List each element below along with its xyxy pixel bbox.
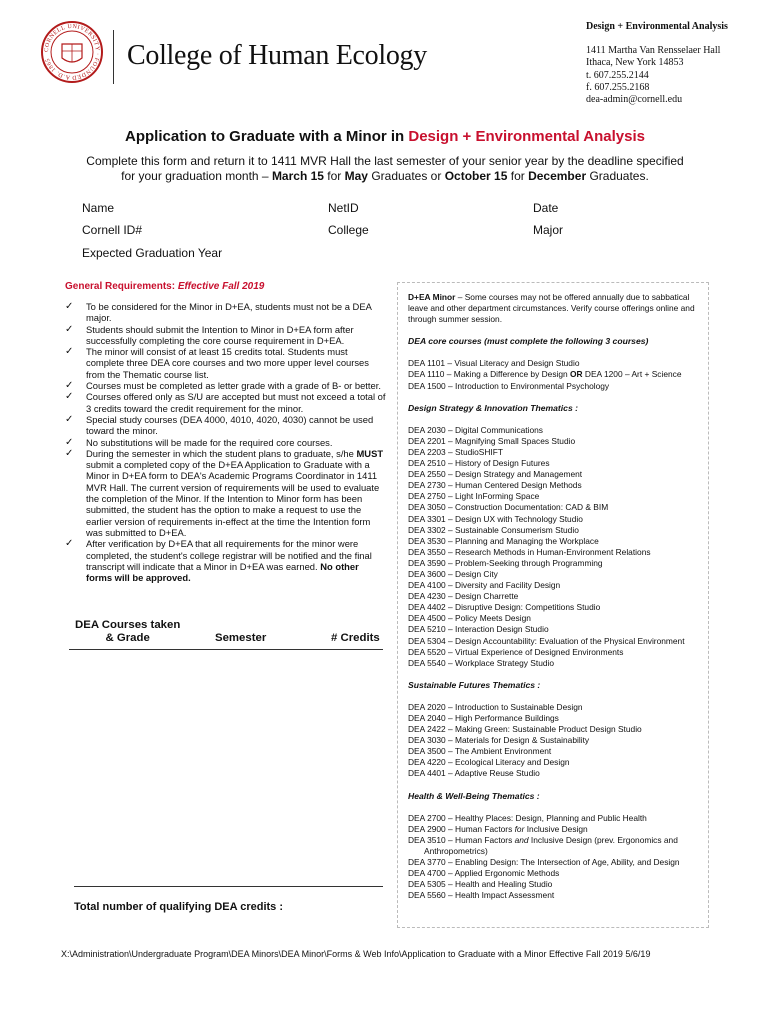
course-item: DEA 3500 – The Ambient Environment xyxy=(408,746,552,757)
health-list xyxy=(408,857,704,901)
minor-note: D+EA Minor – Some courses may not be offered annually due to sabbatical leave and other department circumstances. Verify course offerings online and through summer session. xyxy=(408,292,695,325)
courses-column-header: DEA Courses taken & Grade xyxy=(75,619,181,644)
address-line-2: Ithaca, New York 14853 xyxy=(586,57,684,69)
requirement-item: ✓ The minor will consist of at least 15 credits total. Students must complete three DEA core courses and two more upper level courses from the Thematic course list. xyxy=(65,346,369,380)
requirement-item: ✓ During the semester in which the student plans to graduate, s/he MUST submit a completed copy of the D+EA Application to Graduate with a Minor in D+EA form to DEA's Academic Programs Coordinator in 1411 MVR Hall. The current version of requirements will be used to evaluate the completion of the Minor. If the Intention to Minor form has been submitted, the student has the option to make a request to use the earlier version of requirements in-effect at the time the Intention form was submitted to D+EA. xyxy=(65,447,384,538)
total-rule xyxy=(74,886,383,887)
course-item: DEA 2510 – History of Design Futures xyxy=(408,458,550,469)
header-divider xyxy=(113,30,114,84)
address-line-1: 1411 Martha Van Rensselaer Hall xyxy=(586,45,721,57)
course-item: DEA 2020 – Introduction to Sustainable Design xyxy=(408,701,583,712)
course-item: DEA 2730 – Human Centered Design Methods xyxy=(408,480,582,491)
course-item: DEA 2030 – Digital Communications xyxy=(408,424,543,435)
course-item: DEA 4401 – Adaptive Reuse Studio xyxy=(408,768,540,779)
checkmark-icon: ✓ xyxy=(65,436,74,448)
major-field-label[interactable]: Major xyxy=(533,223,564,237)
course-item: DEA 5304 – Design Accountability: Evaluation of the Physical Environment xyxy=(408,635,685,646)
course-item: DEA 4700 – Applied Ergonomic Methods xyxy=(408,868,560,879)
page-title: Application to Graduate with a Minor in Design + Environmental Analysis xyxy=(125,128,645,145)
college-name: College of Human Ecology xyxy=(127,40,427,71)
requirement-item: ✓ Courses must be completed as letter grade with a grade of B- or better. xyxy=(65,380,381,392)
checkmark-icon: ✓ xyxy=(65,323,74,335)
checkmark-icon: ✓ xyxy=(65,413,74,425)
graduation-year-field-label[interactable]: Expected Graduation Year xyxy=(82,246,223,260)
cornell-seal-logo xyxy=(40,20,104,84)
course-item: DEA 5210 – Interaction Design Studio xyxy=(408,624,549,635)
sustainable-list xyxy=(408,702,704,780)
health-heading: Health & Well-Being Thematics : xyxy=(408,790,540,801)
department-name: Design + Environmental Analysis xyxy=(586,21,728,32)
course-item: DEA 2040 – High Performance Buildings xyxy=(408,713,559,723)
course-item: DEA 4402 – Disruptive Design: Competitions Studio xyxy=(408,602,601,613)
course-item: DEA 2203 – StudioSHIFT xyxy=(408,446,503,457)
requirement-item: ✓ After verification by D+EA that all requirements for the minor were completed, the student's college registrar will be notified and the final transcript will indicate that a Minor in D+EA was earned. No other forms will be approved. xyxy=(65,538,372,584)
course-item: DEA 1101 – Visual Literacy and Design Studio xyxy=(408,358,580,369)
course-item: DEA 3030 – Materials for Design & Sustainability xyxy=(408,735,590,746)
course-item: DEA 3550 – Research Methods in Human-Environment Relations xyxy=(408,546,651,557)
course-item: DEA 4500 – Policy Meets Design xyxy=(408,613,531,624)
course-list xyxy=(408,292,704,901)
course-item: DEA 3590 – Problem-Seeking through Programming xyxy=(408,557,603,568)
course-item: DEA 3302 – Sustainable Consumerism Studio xyxy=(408,524,579,535)
checkmark-icon: ✓ xyxy=(65,346,74,358)
checkmark-icon: ✓ xyxy=(65,391,74,403)
course-item: DEA 5540 – Workplace Strategy Studio xyxy=(408,657,555,668)
cornell-id-field-label[interactable]: Cornell ID# xyxy=(82,223,143,237)
requirement-item: ✓ Students should submit the Intention to Minor in D+EA form after successfully completing the core course requirement in D+EA. xyxy=(65,323,354,346)
course-item: DEA 5520 – Virtual Experience of Designed Environments xyxy=(408,646,624,657)
course-item: DEA 5305 – Health and Healing Studio xyxy=(408,879,553,890)
requirement-item: ✓ To be considered for the Minor in D+EA, students must not be a DEA major. xyxy=(65,301,372,324)
requirements-list xyxy=(65,301,387,583)
course-item: DEA 2900 – Human Factors for Inclusive Design xyxy=(408,823,588,834)
table-header-rule xyxy=(69,649,383,650)
course-item: DEA 2550 – Design Strategy and Management xyxy=(408,469,583,480)
strategy-list xyxy=(408,425,704,669)
college-field-label[interactable]: College xyxy=(328,223,369,237)
course-item: DEA 2422 – Making Green: Sustainable Product Design Studio xyxy=(408,724,642,735)
checkmark-icon: ✓ xyxy=(65,447,74,459)
date-field-label[interactable]: Date xyxy=(533,201,559,215)
course-item: DEA 3770 – Enabling Design: The Intersection of Age, Ability, and Design xyxy=(408,857,680,868)
name-field-label[interactable]: Name xyxy=(82,201,115,215)
requirement-item: ✓ No substitutions will be made for the required core courses. xyxy=(65,436,333,448)
course-item-continuation: Anthropometrics) xyxy=(424,845,488,856)
course-item: DEA 3600 – Design City xyxy=(408,568,498,579)
course-item: DEA 2700 – Healthy Places: Design, Planning and Public Health xyxy=(408,812,647,823)
total-credits-label[interactable]: Total number of qualifying DEA credits : xyxy=(74,901,284,913)
title-highlight: Design + Environmental Analysis xyxy=(408,128,645,145)
course-item: DEA 2750 – Light InForming Space xyxy=(408,491,540,502)
strategy-heading: Design Strategy & Innovation Thematics : xyxy=(408,402,578,413)
fax-number: f. 607.255.2168 xyxy=(586,81,650,93)
sustainable-heading: Sustainable Futures Thematics : xyxy=(408,679,541,690)
course-item: DEA 1500 – Introduction to Environmental Psychology xyxy=(408,380,610,391)
instructions: Complete this form and return it to 1411 MVR Hall the last semester of your senior year by the deadline specified for your graduation month – March 15 for May Graduates or October 15 for December Graduates. xyxy=(86,154,684,183)
requirement-item: ✓ Courses offered only as S/U are accepted but must not exceed a total of 3 credits toward the credit requirement for the minor. xyxy=(65,391,386,414)
phone-number: t. 607.255.2144 xyxy=(586,69,649,81)
email-address: dea-admin@cornell.edu xyxy=(586,94,683,106)
checkmark-icon: ✓ xyxy=(65,538,74,550)
department-address-block xyxy=(586,21,728,106)
svg-text:CORNELL UNIVERSITY · FOUNDED A: CORNELL UNIVERSITY · FOUNDED A.D. 1865 xyxy=(43,23,101,81)
course-item: DEA 4220 – Ecological Literacy and Design xyxy=(408,757,570,768)
course-item: DEA 4230 – Design Charrette xyxy=(408,591,519,602)
netid-field-label[interactable]: NetID xyxy=(328,201,359,215)
credits-column-header: # Credits xyxy=(331,632,380,644)
course-item: DEA 3050 – Construction Documentation: CAD & BIM xyxy=(408,502,609,513)
course-item: DEA 1110 – Making a Difference by Design OR DEA 1200 – Art + Science xyxy=(408,369,682,380)
course-item: DEA 5560 – Health Impact Assessment xyxy=(408,890,555,901)
semester-column-header: Semester xyxy=(215,632,267,644)
course-item: DEA 4100 – Diversity and Facility Design xyxy=(408,580,561,591)
checkmark-icon: ✓ xyxy=(65,301,74,312)
checkmark-icon: ✓ xyxy=(65,380,74,392)
requirements-heading: General Requirements: Effective Fall 2019 xyxy=(65,281,265,292)
file-path-footer: X:\Administration\Undergraduate Program\DEA Minors\DEA Minor\Forms & Web Info\Application to Graduate with a Minor Effective Fall 2019 5/6/19 xyxy=(61,949,651,959)
course-item: DEA 3530 – Planning and Managing the Workplace xyxy=(408,535,599,546)
requirement-item: ✓ Special study courses (DEA 4000, 4010, 4020, 4030) cannot be used toward the minor. xyxy=(65,413,374,437)
course-item: DEA 3301 – Design UX with Technology Studio xyxy=(408,513,583,524)
core-courses-heading: DEA core courses (must complete the following 3 courses) xyxy=(408,336,649,347)
course-item: DEA 2201 – Magnifying Small Spaces Studio xyxy=(408,435,576,446)
course-item: DEA 3510 – Human Factors and Inclusive Design (prev. Ergonomics and xyxy=(408,834,678,845)
